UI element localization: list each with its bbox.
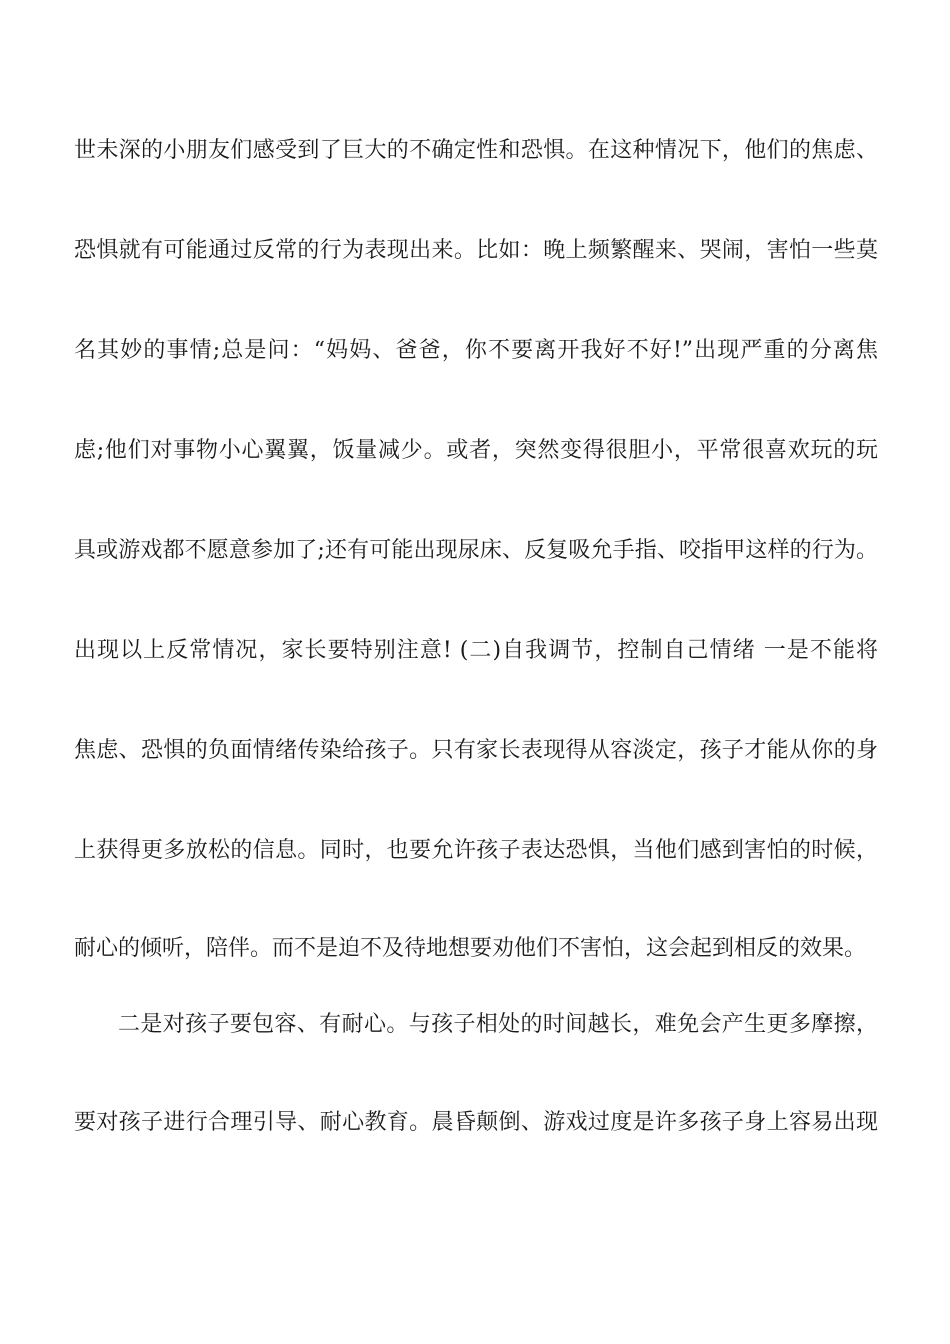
text-line: 出现以上反常情况，家长要特别注意! (二)自我调节，控制自己情绪 一是不能将 xyxy=(74,638,878,663)
text-line: 耐心的倾听，陪伴。而不是迫不及待地想要劝他们不害怕，这会起到相反的效果。 xyxy=(74,936,867,961)
text-line: 名其妙的事情;总是问：“妈妈、爸爸，你不要离开我好不好!”出现严重的分离焦 xyxy=(74,338,878,363)
text-line: 要对孩子进行合理引导、耐心教育。晨昏颠倒、游戏过度是许多孩子身上容易出现 xyxy=(74,1110,878,1135)
text-line: 焦虑、恐惧的负面情绪传染给孩子。只有家长表现得从容淡定，孩子才能从你的身 xyxy=(74,738,878,763)
paragraph-first-line: 二是对孩子要包容、有耐心。与孩子相处的时间越长，难免会产生更多摩擦， xyxy=(118,1012,878,1037)
text-line: 虑;他们对事物小心翼翼，饭量减少。或者，突然变得很胆小，平常很喜欢玩的玩 xyxy=(74,438,878,463)
text-line: 世未深的小朋友们感受到了巨大的不确定性和恐惧。在这种情况下，他们的焦虑、 xyxy=(74,138,878,163)
text-line: 上获得更多放松的信息。同时，也要允许孩子表达恐惧，当他们感到害怕的时候， xyxy=(74,838,878,863)
text-line: 恐惧就有可能通过反常的行为表现出来。比如：晚上频繁醒来、哭闹，害怕一些莫 xyxy=(74,238,878,263)
text-line: 具或游戏都不愿意参加了;还有可能出现尿床、反复吸允手指、咬指甲这样的行为。 xyxy=(74,538,878,563)
